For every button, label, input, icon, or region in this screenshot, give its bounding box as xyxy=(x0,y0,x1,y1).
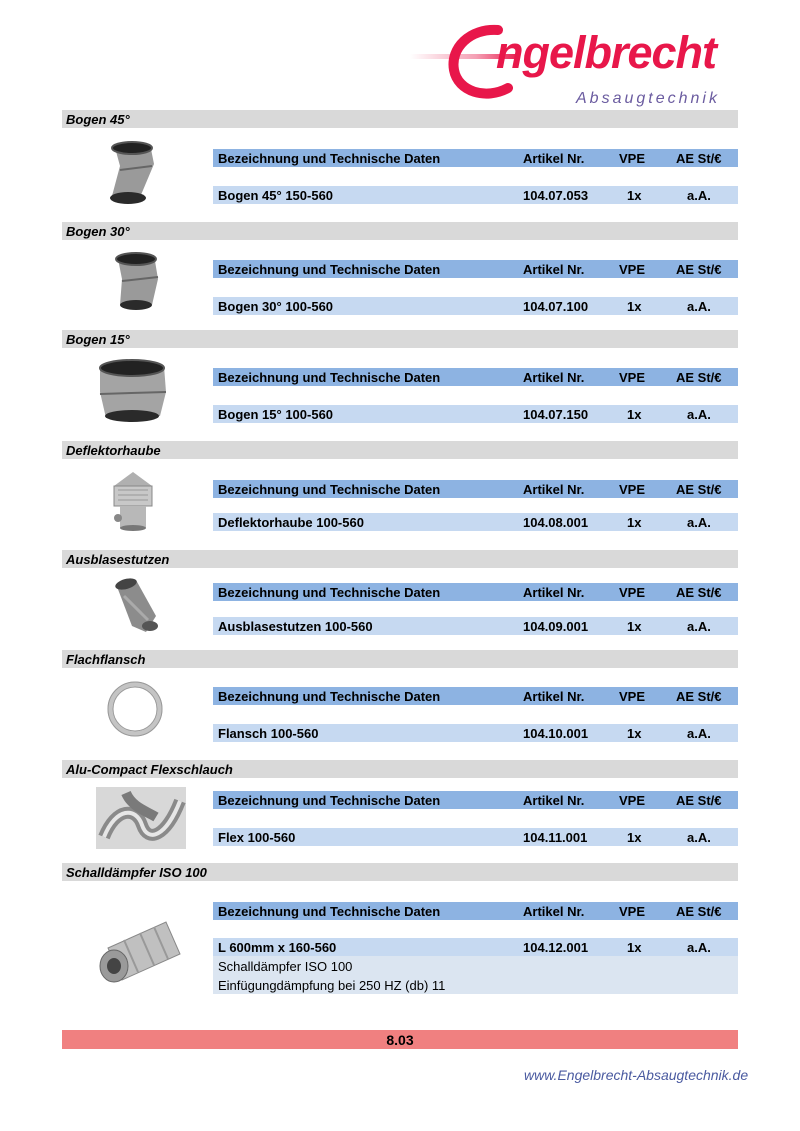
header-vpe: VPE xyxy=(619,689,646,704)
header-description: Bezeichnung und Technische Daten xyxy=(218,482,441,497)
header-description: Bezeichnung und Technische Daten xyxy=(218,151,441,166)
header-vpe: VPE xyxy=(619,151,646,166)
table-header-row xyxy=(213,260,738,278)
vpe-value: 1x xyxy=(627,619,642,634)
section-title: Alu-Compact Flexschlauch xyxy=(66,762,233,777)
vpe-value: 1x xyxy=(627,407,642,422)
header-price: AE St/€ xyxy=(676,482,722,497)
article-number: 104.12.001 xyxy=(523,940,589,955)
section-title: Bogen 15° xyxy=(66,332,130,347)
section-header xyxy=(62,863,738,881)
section-title: Ausblasestutzen xyxy=(66,552,170,567)
article-number: 104.10.001 xyxy=(523,726,589,741)
product-name: Deflektorhaube 100-560 xyxy=(218,515,364,530)
section-header xyxy=(62,650,738,668)
table-row xyxy=(213,938,738,956)
header-description: Bezeichnung und Technische Daten xyxy=(218,585,441,600)
product-name: Flex 100-560 xyxy=(218,830,296,845)
elbow-15-icon xyxy=(92,356,172,426)
header-article: Artikel Nr. xyxy=(523,151,585,166)
header-article: Artikel Nr. xyxy=(523,689,585,704)
header-description: Bezeichnung und Technische Daten xyxy=(218,904,441,919)
product-name: Bogen 15° 100-560 xyxy=(218,407,334,422)
page-number-bar xyxy=(62,1030,738,1049)
header-description: Bezeichnung und Technische Daten xyxy=(218,689,441,704)
article-number: 104.07.053 xyxy=(523,188,589,203)
product-name: Flansch 100-560 xyxy=(218,726,319,741)
price-value: a.A. xyxy=(687,726,711,741)
header-article: Artikel Nr. xyxy=(523,482,585,497)
product-name: Ausblasestutzen 100-560 xyxy=(218,619,373,634)
section-title: Schalldämpfer ISO 100 xyxy=(66,865,207,880)
section-header xyxy=(62,550,738,568)
section-title: Flachflansch xyxy=(66,652,146,667)
header-article: Artikel Nr. xyxy=(523,793,585,808)
table-row xyxy=(213,828,738,846)
table-row xyxy=(213,724,738,742)
footer-url-link[interactable]: www.Engelbrecht-Absaugtechnik.de xyxy=(524,1067,749,1083)
header-description: Bezeichnung und Technische Daten xyxy=(218,262,441,277)
vpe-value: 1x xyxy=(627,940,642,955)
product-name: Bogen 45° 150-560 xyxy=(218,188,334,203)
note-line: Einfügungdämpfung bei 250 HZ (db) 11 xyxy=(218,978,446,993)
section-title: Bogen 45° xyxy=(66,112,130,127)
table-header-row xyxy=(213,902,738,920)
header-article: Artikel Nr. xyxy=(523,370,585,385)
price-value: a.A. xyxy=(687,940,711,955)
header-article: Artikel Nr. xyxy=(523,585,585,600)
deflector-hood-icon xyxy=(108,468,158,534)
silencer-icon xyxy=(94,918,184,988)
vpe-value: 1x xyxy=(627,188,642,203)
section-header xyxy=(62,441,738,459)
header-vpe: VPE xyxy=(619,482,646,497)
price-value: a.A. xyxy=(687,515,711,530)
table-header-row xyxy=(213,149,738,167)
brand-subtitle: Absaugtechnik xyxy=(576,90,720,107)
section-header xyxy=(62,760,738,778)
header-price: AE St/€ xyxy=(676,793,722,808)
table-header-row xyxy=(213,368,738,386)
section-title: Bogen 30° xyxy=(66,224,130,239)
header-article: Artikel Nr. xyxy=(523,904,585,919)
vpe-value: 1x xyxy=(627,830,642,845)
price-value: a.A. xyxy=(687,619,711,634)
page-number: 8.03 xyxy=(386,1032,414,1048)
price-value: a.A. xyxy=(687,188,711,203)
article-number: 104.11.001 xyxy=(523,830,588,845)
brand-name: ngelbrecht xyxy=(496,27,717,78)
table-row xyxy=(213,617,738,635)
elbow-30-icon xyxy=(108,249,168,311)
product-name: Bogen 30° 100-560 xyxy=(218,299,334,314)
header-article: Artikel Nr. xyxy=(523,262,585,277)
header-price: AE St/€ xyxy=(676,151,722,166)
product-notes xyxy=(213,956,738,994)
price-value: a.A. xyxy=(687,830,711,845)
header-price: AE St/€ xyxy=(676,585,722,600)
table-row xyxy=(213,186,738,204)
outlet-nozzle-icon xyxy=(110,576,162,636)
header-vpe: VPE xyxy=(619,793,646,808)
price-value: a.A. xyxy=(687,299,711,314)
header-vpe: VPE xyxy=(619,904,646,919)
article-number: 104.09.001 xyxy=(523,619,589,634)
section-header xyxy=(62,222,738,240)
price-value: a.A. xyxy=(687,407,711,422)
header-vpe: VPE xyxy=(619,370,646,385)
table-header-row xyxy=(213,791,738,809)
table-header-row xyxy=(213,480,738,498)
product-name: L 600mm x 160-560 xyxy=(218,940,337,955)
header-description: Bezeichnung und Technische Daten xyxy=(218,370,441,385)
article-number: 104.08.001 xyxy=(523,515,589,530)
header-price: AE St/€ xyxy=(676,370,722,385)
header-vpe: VPE xyxy=(619,585,646,600)
flange-ring-icon xyxy=(106,680,164,738)
table-header-row xyxy=(213,687,738,705)
vpe-value: 1x xyxy=(627,515,642,530)
section-header xyxy=(62,330,738,348)
brand-logo xyxy=(410,18,760,114)
header-price: AE St/€ xyxy=(676,262,722,277)
table-row xyxy=(213,297,738,315)
table-row xyxy=(213,513,738,531)
header-description: Bezeichnung und Technische Daten xyxy=(218,793,441,808)
article-number: 104.07.100 xyxy=(523,299,589,314)
table-header-row xyxy=(213,583,738,601)
header-price: AE St/€ xyxy=(676,689,722,704)
elbow-45-icon xyxy=(98,140,170,208)
flex-hose-icon xyxy=(96,787,186,849)
header-vpe: VPE xyxy=(619,262,646,277)
vpe-value: 1x xyxy=(627,299,642,314)
header-price: AE St/€ xyxy=(676,904,722,919)
table-row xyxy=(213,405,738,423)
section-header xyxy=(62,110,738,128)
section-title: Deflektorhaube xyxy=(66,443,161,458)
note-line: Schalldämpfer ISO 100 xyxy=(218,959,353,974)
vpe-value: 1x xyxy=(627,726,642,741)
article-number: 104.07.150 xyxy=(523,407,589,422)
